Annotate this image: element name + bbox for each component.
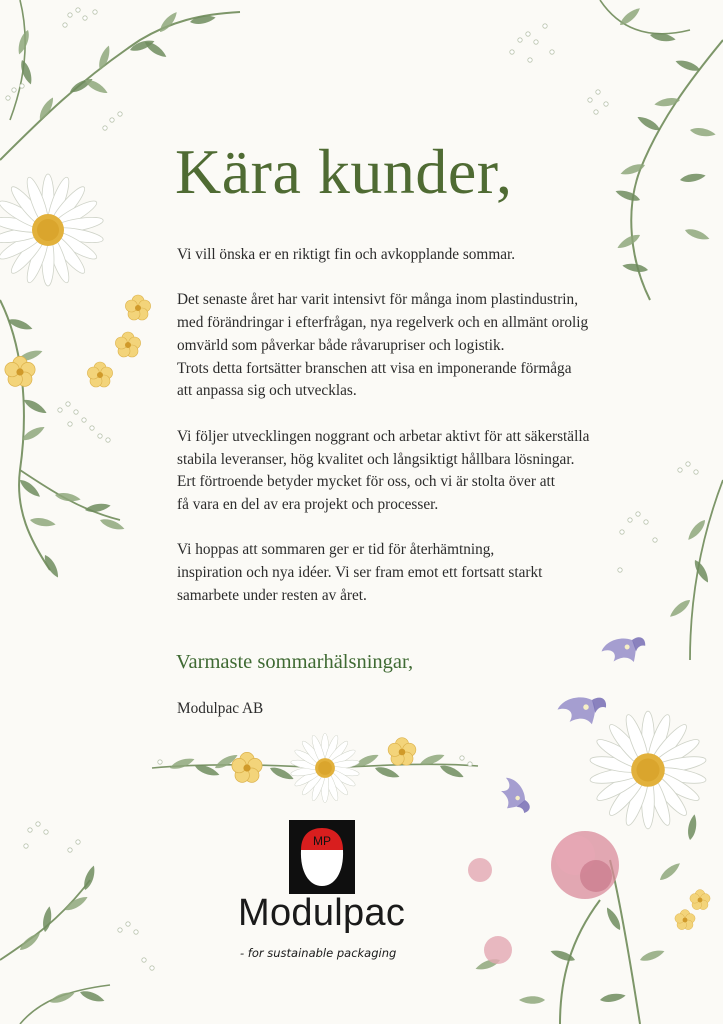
body-line: Trots detta fortsätter branschen att visa en imponerande förmåga <box>177 359 572 377</box>
paragraph-3 <box>177 426 617 517</box>
body-line: Vi hoppas att sommaren ger er tid för återhämtning, <box>177 541 495 559</box>
gypsophila-icon <box>58 402 110 442</box>
daisy-icon <box>290 733 360 802</box>
gypsophila-icon <box>510 24 608 114</box>
clover-icon <box>468 831 619 964</box>
body-line: omvärld som påverkar både råvarupriser och logistik. <box>177 336 505 354</box>
gypsophila-icon <box>618 462 698 572</box>
logo-tagline: - for sustainable packaging <box>240 946 397 960</box>
buttercup-icon <box>675 890 710 930</box>
body-line: Ert förtroende betyder mycket för oss, och vi är stolta över att <box>177 473 556 491</box>
letter-heading: Kära kunder, <box>175 136 513 207</box>
buttercup-icon <box>388 738 416 766</box>
body-line: samarbete under resten av året. <box>177 587 367 605</box>
body-line: stabila leveranser, hög kvalitet och långsiktigt hållbara lösningar. <box>177 450 575 468</box>
paragraph-2 <box>177 289 617 403</box>
leaf-sprig-icon <box>600 0 723 300</box>
body-line: Vi vill önska er en riktigt fin och avkopplande sommar. <box>177 246 516 263</box>
floral-garland-divider <box>152 733 478 802</box>
leaf-sprig-icon <box>0 300 126 579</box>
body-line: inspiration och nya idéer. Vi ser fram emot ett fortsatt starkt <box>177 564 543 582</box>
gypsophila-icon <box>6 8 122 130</box>
body-line: Det senaste året har varit intensivt för många inom plastindustrin, <box>177 291 579 309</box>
body-line: att anpassa sig och utvecklas. <box>177 382 357 400</box>
closing-greeting: Varmaste sommarhälsningar, <box>176 651 414 673</box>
body-line: Vi följer utvecklingen noggrant och arbetar aktivt för att säkerställa <box>177 427 590 445</box>
logo-badge-text: MP <box>313 834 331 848</box>
bellflower-icon <box>493 635 648 820</box>
paragraph-4 <box>177 539 617 607</box>
leaf-sprig-icon <box>0 864 110 1024</box>
modulpac-logo-icon <box>289 820 355 894</box>
signature: Modulpac AB <box>177 700 264 717</box>
logo-wordmark: Modulpac <box>238 892 406 934</box>
letter-body <box>177 244 617 630</box>
body-line: med förändringar i efterfrågan, nya regelverk och en allmänt orolig <box>177 314 589 332</box>
daisy-icon <box>589 711 707 829</box>
gypsophila-icon <box>24 822 154 970</box>
buttercup-icon <box>5 295 151 387</box>
paragraph-1 <box>177 244 617 267</box>
daisy-icon <box>0 174 104 286</box>
body-line: få vara en del av era projekt och processer. <box>177 496 439 514</box>
buttercup-icon <box>232 752 262 782</box>
